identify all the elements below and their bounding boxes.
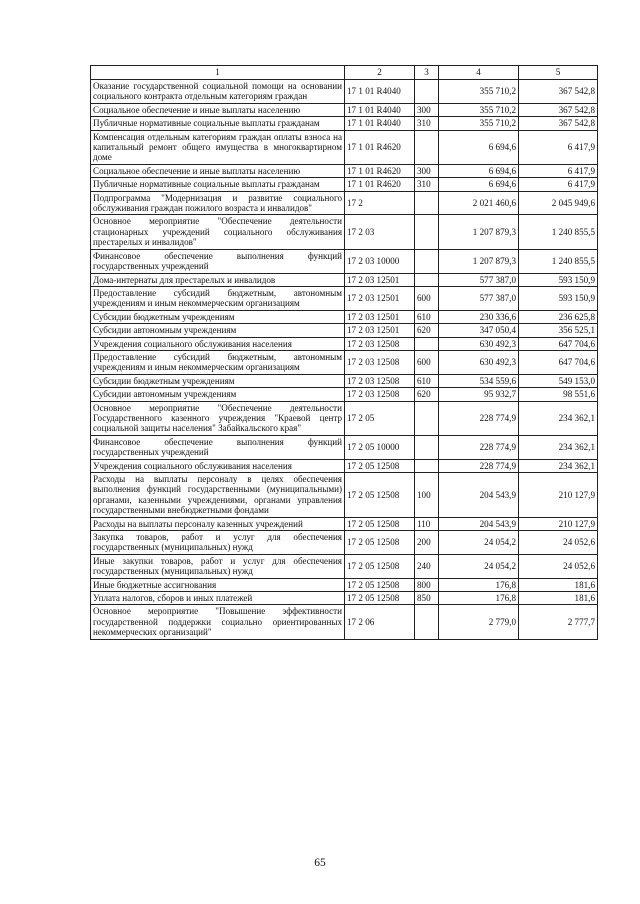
row-code-cell: 17 2 05 12508 <box>345 578 415 591</box>
row-name-cell: Основное мероприятие "Обеспечение деятельности стационарных учреждений социального обслуживания престарелых и инвалидов" <box>91 215 345 249</box>
table-row <box>91 130 598 164</box>
row-name-cell: Дома-интернаты для престарелых и инвалидов <box>91 273 345 286</box>
table-row <box>91 592 598 605</box>
row-amount-year2-cell: 210 127,9 <box>519 473 598 518</box>
row-code-cell: 17 2 05 12508 <box>345 592 415 605</box>
row-expense-type-cell <box>415 215 439 249</box>
row-expense-type-cell: 620 <box>415 388 439 401</box>
row-amount-year1-cell: 24 054,2 <box>439 531 519 555</box>
row-expense-type-cell <box>415 337 439 350</box>
row-expense-type-cell <box>415 273 439 286</box>
budget-table <box>90 65 598 640</box>
row-amount-year1-cell: 6 694,6 <box>439 164 519 177</box>
row-amount-year2-cell: 210 127,9 <box>519 517 598 530</box>
row-amount-year1-cell: 347 050,4 <box>439 324 519 337</box>
row-expense-type-cell <box>415 249 439 273</box>
header-col-4: 4 <box>439 66 519 80</box>
row-name-cell: Финансовое обеспечение выполнения функций государственных учреждений <box>91 435 345 459</box>
row-expense-type-cell: 300 <box>415 164 439 177</box>
row-amount-year2-cell: 98 551,6 <box>519 388 598 401</box>
header-col-3: 3 <box>415 66 439 80</box>
table-row <box>91 310 598 323</box>
row-expense-type-cell: 850 <box>415 592 439 605</box>
table-row <box>91 388 598 401</box>
row-expense-type-cell: 600 <box>415 350 439 374</box>
row-amount-year1-cell: 630 492,3 <box>439 337 519 350</box>
row-expense-type-cell: 620 <box>415 324 439 337</box>
row-amount-year1-cell: 6 694,6 <box>439 130 519 164</box>
row-expense-type-cell <box>415 459 439 472</box>
row-amount-year2-cell: 2 045 949,6 <box>519 191 598 215</box>
row-name-cell: Субсидии бюджетным учреждениям <box>91 310 345 323</box>
table-row <box>91 286 598 310</box>
table-row <box>91 103 598 116</box>
row-name-cell: Расходы на выплаты персоналу в целях обеспечения выполнения функций государственными (муниципальными) органами, казенными учреждениями, органами управления государственными внебюджетными фондами <box>91 473 345 518</box>
row-code-cell: 17 2 05 12508 <box>345 531 415 555</box>
row-expense-type-cell <box>415 435 439 459</box>
row-amount-year1-cell: 2 021 460,6 <box>439 191 519 215</box>
table-row <box>91 337 598 350</box>
row-expense-type-cell <box>415 130 439 164</box>
row-amount-year1-cell: 577 387,0 <box>439 273 519 286</box>
row-amount-year1-cell: 228 774,9 <box>439 459 519 472</box>
row-amount-year1-cell: 6 694,6 <box>439 178 519 191</box>
table-row <box>91 459 598 472</box>
row-name-cell: Компенсация отдельным категориям граждан оплаты взноса на капитальный ремонт общего имущества в многоквартирном доме <box>91 130 345 164</box>
row-amount-year2-cell: 647 704,6 <box>519 350 598 374</box>
page-number: 65 <box>314 857 326 869</box>
row-name-cell: Социальное обеспечение и иные выплаты населению <box>91 103 345 116</box>
row-code-cell: 17 2 05 <box>345 401 415 435</box>
row-amount-year1-cell: 228 774,9 <box>439 401 519 435</box>
row-code-cell: 17 2 05 12508 <box>345 473 415 518</box>
row-expense-type-cell: 110 <box>415 517 439 530</box>
table-row <box>91 473 598 518</box>
row-expense-type-cell: 600 <box>415 286 439 310</box>
table-row <box>91 531 598 555</box>
table-row <box>91 164 598 177</box>
row-code-cell: 17 2 05 12508 <box>345 517 415 530</box>
row-name-cell: Публичные нормативные социальные выплаты гражданам <box>91 178 345 191</box>
row-name-cell: Субсидии бюджетным учреждениям <box>91 374 345 387</box>
table-row <box>91 178 598 191</box>
row-code-cell: 17 2 05 12508 <box>345 554 415 578</box>
row-expense-type-cell <box>415 191 439 215</box>
table-row <box>91 350 598 374</box>
row-name-cell: Субсидии автономным учреждениям <box>91 324 345 337</box>
row-expense-type-cell: 300 <box>415 103 439 116</box>
table-row <box>91 435 598 459</box>
row-amount-year1-cell: 176,8 <box>439 578 519 591</box>
row-expense-type-cell: 610 <box>415 374 439 387</box>
row-code-cell: 17 2 03 12501 <box>345 273 415 286</box>
row-amount-year1-cell: 1 207 879,3 <box>439 249 519 273</box>
row-amount-year2-cell: 549 153,0 <box>519 374 598 387</box>
row-amount-year2-cell: 1 240 855,5 <box>519 215 598 249</box>
row-name-cell: Финансовое обеспечение выполнения функций государственных учреждений <box>91 249 345 273</box>
row-amount-year2-cell: 2 777,7 <box>519 605 598 639</box>
table-row <box>91 191 598 215</box>
header-col-2: 2 <box>345 66 415 80</box>
row-code-cell: 17 2 03 12501 <box>345 324 415 337</box>
row-code-cell: 17 1 01 R4040 <box>345 117 415 130</box>
row-amount-year2-cell: 356 525,1 <box>519 324 598 337</box>
row-expense-type-cell <box>415 80 439 104</box>
row-code-cell: 17 2 03 12508 <box>345 337 415 350</box>
row-amount-year2-cell: 593 150,9 <box>519 286 598 310</box>
row-amount-year2-cell: 367 542,8 <box>519 80 598 104</box>
row-amount-year2-cell: 234 362,1 <box>519 435 598 459</box>
row-code-cell: 17 1 01 R4040 <box>345 80 415 104</box>
row-code-cell: 17 2 03 12508 <box>345 374 415 387</box>
row-code-cell: 17 2 03 12508 <box>345 388 415 401</box>
row-name-cell: Уплата налогов, сборов и иных платежей <box>91 592 345 605</box>
table-row <box>91 117 598 130</box>
row-amount-year1-cell: 228 774,9 <box>439 435 519 459</box>
row-name-cell: Подпрограмма "Модернизация и развитие социального обслуживания граждан пожилого возраста и инвалидов" <box>91 191 345 215</box>
row-name-cell: Закупка товаров, работ и услуг для обеспечения государственных (муниципальных) нужд <box>91 531 345 555</box>
row-amount-year1-cell: 2 779,0 <box>439 605 519 639</box>
row-amount-year2-cell: 6 417,9 <box>519 130 598 164</box>
row-name-cell: Субсидии автономным учреждениям <box>91 388 345 401</box>
table-header-row <box>91 66 598 80</box>
row-code-cell: 17 2 03 12508 <box>345 350 415 374</box>
table-row <box>91 273 598 286</box>
row-amount-year1-cell: 355 710,2 <box>439 103 519 116</box>
row-expense-type-cell: 100 <box>415 473 439 518</box>
row-amount-year2-cell: 6 417,9 <box>519 178 598 191</box>
row-code-cell: 17 2 06 <box>345 605 415 639</box>
row-amount-year1-cell: 95 932,7 <box>439 388 519 401</box>
row-amount-year1-cell: 176,8 <box>439 592 519 605</box>
row-expense-type-cell: 310 <box>415 117 439 130</box>
table-row <box>91 554 598 578</box>
row-code-cell: 17 1 01 R4620 <box>345 178 415 191</box>
row-name-cell: Публичные нормативные социальные выплаты гражданам <box>91 117 345 130</box>
table-row <box>91 374 598 387</box>
table-row <box>91 324 598 337</box>
row-expense-type-cell <box>415 401 439 435</box>
row-amount-year2-cell: 236 625,8 <box>519 310 598 323</box>
row-name-cell: Иные закупки товаров, работ и услуг для обеспечения государственных (муниципальных) нужд <box>91 554 345 578</box>
row-amount-year1-cell: 534 559,6 <box>439 374 519 387</box>
row-code-cell: 17 2 05 12508 <box>345 459 415 472</box>
row-name-cell: Иные бюджетные ассигнования <box>91 578 345 591</box>
row-amount-year1-cell: 230 336,6 <box>439 310 519 323</box>
row-code-cell: 17 1 01 R4620 <box>345 130 415 164</box>
row-amount-year2-cell: 367 542,8 <box>519 103 598 116</box>
row-amount-year2-cell: 181,6 <box>519 592 598 605</box>
row-code-cell: 17 2 03 12501 <box>345 310 415 323</box>
row-name-cell: Социальное обеспечение и иные выплаты населению <box>91 164 345 177</box>
row-expense-type-cell: 310 <box>415 178 439 191</box>
table-row <box>91 80 598 104</box>
row-amount-year2-cell: 6 417,9 <box>519 164 598 177</box>
row-amount-year2-cell: 1 240 855,5 <box>519 249 598 273</box>
table-row <box>91 517 598 530</box>
header-col-1: 1 <box>91 66 345 80</box>
row-name-cell: Предоставление субсидий бюджетным, автономным учреждениям и иным некоммерческим организациям <box>91 350 345 374</box>
row-name-cell: Предоставление субсидий бюджетным, автономным учреждениям и иным некоммерческим организациям <box>91 286 345 310</box>
table-row <box>91 401 598 435</box>
row-name-cell: Учреждения социального обслуживания населения <box>91 459 345 472</box>
row-code-cell: 17 1 01 R4620 <box>345 164 415 177</box>
row-amount-year1-cell: 355 710,2 <box>439 117 519 130</box>
row-amount-year2-cell: 24 052,6 <box>519 531 598 555</box>
row-code-cell: 17 2 05 10000 <box>345 435 415 459</box>
row-amount-year1-cell: 204 543,9 <box>439 473 519 518</box>
budget-table-body <box>91 66 598 640</box>
table-row <box>91 249 598 273</box>
row-code-cell: 17 2 03 <box>345 215 415 249</box>
table-row <box>91 215 598 249</box>
row-expense-type-cell: 200 <box>415 531 439 555</box>
budget-table-sheet <box>90 65 597 640</box>
row-amount-year1-cell: 24 054,2 <box>439 554 519 578</box>
row-amount-year1-cell: 204 543,9 <box>439 517 519 530</box>
header-col-5: 5 <box>519 66 598 80</box>
row-amount-year2-cell: 234 362,1 <box>519 459 598 472</box>
row-amount-year2-cell: 24 052,6 <box>519 554 598 578</box>
row-amount-year2-cell: 181,6 <box>519 578 598 591</box>
row-name-cell: Оказание государственной социальной помощи на основании социального контракта отдельным категориям граждан <box>91 80 345 104</box>
row-amount-year1-cell: 630 492,3 <box>439 350 519 374</box>
row-amount-year2-cell: 234 362,1 <box>519 401 598 435</box>
row-amount-year1-cell: 577 387,0 <box>439 286 519 310</box>
row-name-cell: Основное мероприятие "Повышение эффективности государственной поддержки социально ориентированных некоммерческих организаций" <box>91 605 345 639</box>
table-row <box>91 578 598 591</box>
row-name-cell: Учреждения социального обслуживания населения <box>91 337 345 350</box>
row-amount-year1-cell: 1 207 879,3 <box>439 215 519 249</box>
row-expense-type-cell: 800 <box>415 578 439 591</box>
row-amount-year1-cell: 355 710,2 <box>439 80 519 104</box>
row-name-cell: Основное мероприятие "Обеспечение деятельности Государственного казенного учреждения "Краевой центр социальной защиты населения" Забайкальского края" <box>91 401 345 435</box>
row-code-cell: 17 2 <box>345 191 415 215</box>
row-code-cell: 17 1 01 R4040 <box>345 103 415 116</box>
row-code-cell: 17 2 03 10000 <box>345 249 415 273</box>
row-expense-type-cell <box>415 605 439 639</box>
row-amount-year2-cell: 647 704,6 <box>519 337 598 350</box>
row-expense-type-cell: 610 <box>415 310 439 323</box>
row-name-cell: Расходы на выплаты персоналу казенных учреждений <box>91 517 345 530</box>
row-amount-year2-cell: 367 542,8 <box>519 117 598 130</box>
table-row <box>91 605 598 639</box>
row-code-cell: 17 2 03 12501 <box>345 286 415 310</box>
row-amount-year2-cell: 593 150,9 <box>519 273 598 286</box>
row-expense-type-cell: 240 <box>415 554 439 578</box>
